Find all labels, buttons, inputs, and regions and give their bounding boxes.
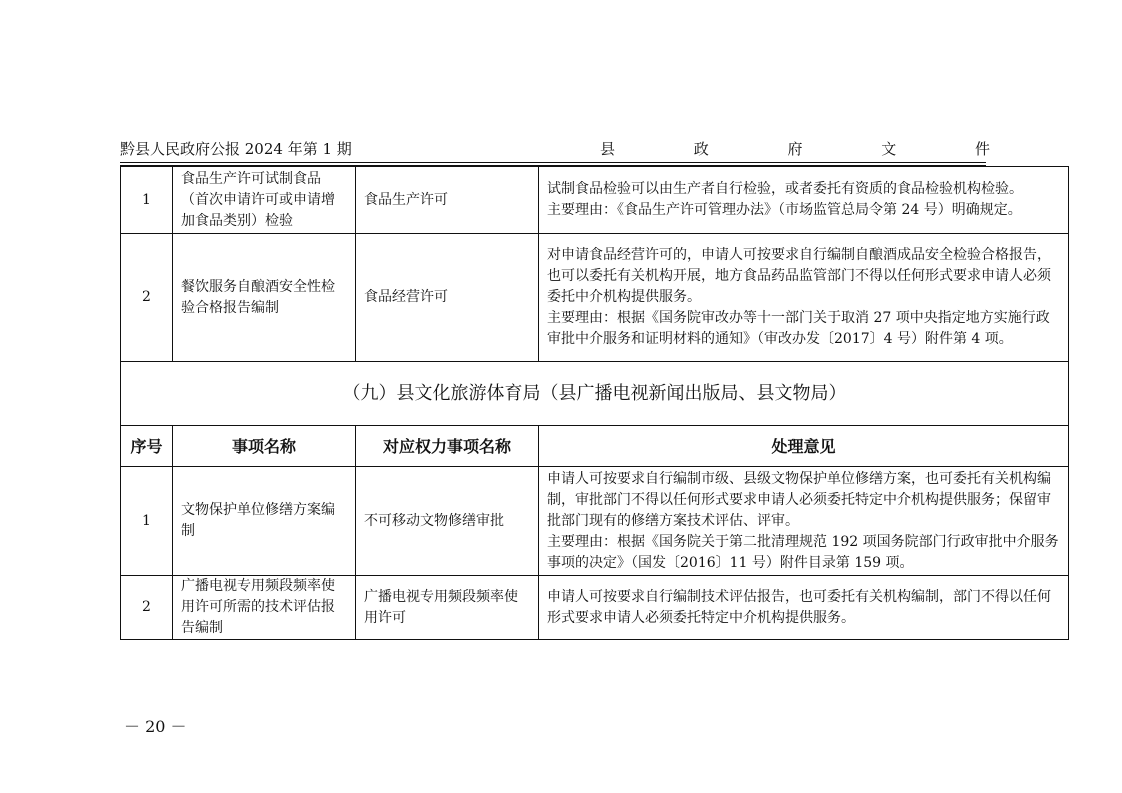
column-header-row — [121, 426, 1069, 467]
item-name: 广播电视专用频段频率使用许可所需的技术评估报告编制 — [173, 576, 356, 640]
opinion-reason: 主要理由：根据《国务院关于第二批清理规范 192 项国务院部门行政审批中介服务事项的决定》（国发〔2016〕11 号）附件目录第 159 项。 — [547, 533, 1059, 571]
column-header-opinion: 处理意见 — [539, 426, 1069, 467]
power-item-name: 食品生产许可 — [356, 167, 539, 234]
header-char: 文 — [881, 140, 897, 158]
row-number: 1 — [121, 167, 173, 234]
header-char: 件 — [974, 140, 990, 158]
row-number: 1 — [121, 467, 173, 576]
page-header — [120, 138, 990, 160]
opinion-text: 对申请食品经营许可的，申请人可按要求自行编制自酿酒成品安全检验合格报告，也可以委托有关机构开展，地方食品药品监管部门不得以任何形式要求申请人必须委托中介机构提供服务。 — [547, 247, 1051, 305]
opinion-reason: 主要理由：根据《国务院审改办等十一部门关于取消 27 项中央指定地方实施行政审批中介服务和证明材料的通知》（审改办发〔2017〕4 号）附件第 4 项。 — [547, 310, 1050, 347]
power-item-name: 食品经营许可 — [356, 234, 539, 362]
items-table — [120, 166, 1069, 640]
page-number: － 20 － — [124, 717, 187, 736]
power-item-name: 广播电视专用频段频率使用许可 — [356, 576, 539, 640]
header-rule — [120, 162, 986, 163]
handling-opinion — [539, 167, 1069, 234]
opinion-text: 申请人可按要求自行编制技术评估报告，也可委托有关机构编制，部门不得以任何形式要求申请人必须委托特定中介机构提供服务。 — [547, 588, 1051, 626]
handling-opinion — [539, 467, 1069, 576]
header-char: 府 — [787, 140, 803, 158]
opinion-text: 试制食品检验可以由生产者自行检验，或者委托有资质的食品检验机构检验。 — [547, 181, 1023, 197]
column-header-power: 对应权力事项名称 — [356, 426, 539, 467]
table-row — [121, 467, 1069, 576]
item-name: 文物保护单位修缮方案编制 — [173, 467, 356, 576]
row-number: 2 — [121, 234, 173, 362]
column-header-name: 事项名称 — [173, 426, 356, 467]
power-item-name: 不可移动文物修缮审批 — [356, 467, 539, 576]
handling-opinion — [539, 234, 1069, 362]
table-row — [121, 234, 1069, 362]
header-char: 政 — [693, 140, 709, 158]
handling-opinion — [539, 576, 1069, 640]
opinion-text: 申请人可按要求自行编制市级、县级文物保护单位修缮方案，也可委托有关机构编制，审批部门不得以任何形式要求申请人必须委托特定中介机构提供服务；保留审批部门现有的修缮方案技术评估、评审。 — [547, 470, 1051, 529]
item-name: 餐饮服务自酿酒安全性检验合格报告编制 — [173, 234, 356, 362]
section-row — [121, 362, 1069, 426]
column-header-number: 序号 — [121, 426, 173, 467]
section-title: （九）县文化旅游体育局（县广播电视新闻出版局、县文物局） — [121, 362, 1069, 426]
item-name: 食品生产许可试制食品（首次申请许可或申请增加食品类别）检验 — [173, 167, 356, 234]
header-doc-type — [600, 138, 990, 160]
table-row — [121, 576, 1069, 640]
opinion-reason: 主要理由：《食品生产许可管理办法》（市场监管总局令第 24 号）明确规定。 — [547, 202, 1022, 218]
header-char: 县 — [600, 140, 616, 158]
table-row — [121, 167, 1069, 234]
header-publication: 黔县人民政府公报 2024 年第 1 期 — [120, 140, 352, 158]
row-number: 2 — [121, 576, 173, 640]
